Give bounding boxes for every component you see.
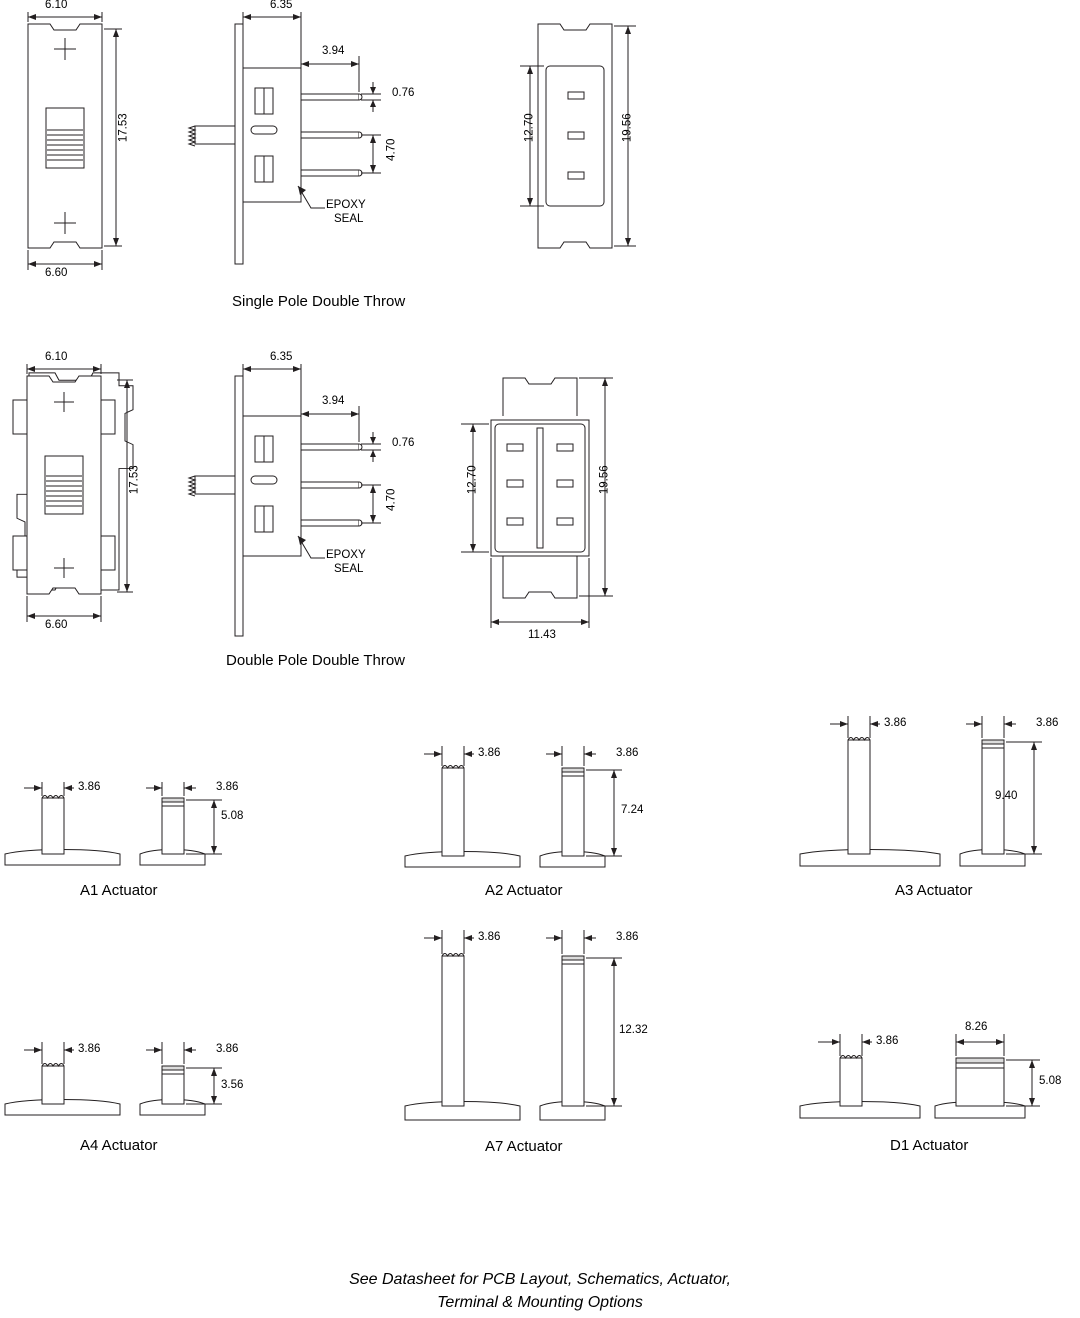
label-epoxy-seal-dpdt-line2: SEAL <box>334 563 364 575</box>
caption-dpdt: Double Pole Double Throw <box>226 652 405 669</box>
actuator-a3 <box>790 696 1059 911</box>
actuator-d1-drawing <box>790 1000 1050 1140</box>
footer-note <box>0 1268 1080 1314</box>
dim-spdt-pin-pitch: 4.70 <box>385 138 398 161</box>
dpdt-group <box>0 352 700 682</box>
dim-dpdt-front-width-top: 6.10 <box>45 351 68 363</box>
label-epoxy-seal-spdt-line1: EPOXY <box>326 199 366 211</box>
dim-dpdt-pin-length: 3.94 <box>322 395 345 407</box>
dim-a1-dia-right: 3.86 <box>216 781 239 793</box>
actuator-a4-drawing <box>0 1000 250 1140</box>
dim-dpdt-bottom-outer-height: 19.56 <box>598 465 611 495</box>
dim-dpdt-pin-thickness: 0.76 <box>392 437 415 449</box>
dim-a7-height: 12.32 <box>619 1024 648 1036</box>
dim-spdt-bottom-inner-height: 12.70 <box>523 113 536 143</box>
dim-dpdt-bottom-inner-height: 12.70 <box>466 465 479 495</box>
dim-a3-height: 9.40 <box>995 790 1018 802</box>
dim-a1-dia-left: 3.86 <box>78 781 101 793</box>
dim-a2-dia-left: 3.86 <box>478 747 501 759</box>
dim-d1-dia-right: 8.26 <box>965 1021 988 1033</box>
dim-d1-dia-left: 3.86 <box>876 1035 899 1047</box>
dim-spdt-front-width-top: 6.10 <box>45 0 68 11</box>
dim-dpdt-side-width: 6.35 <box>270 351 293 363</box>
dpdt-bottom-view <box>455 360 675 650</box>
spdt-group <box>0 0 700 320</box>
dim-a3-dia-right: 3.86 <box>1036 717 1059 729</box>
actuator-a2 <box>400 712 650 912</box>
caption-a2: A2 Actuator <box>485 882 563 899</box>
actuator-a7-drawing <box>400 908 650 1138</box>
actuator-a1 <box>0 730 250 910</box>
dim-spdt-pin-thickness: 0.76 <box>392 87 415 99</box>
actuator-a4 <box>0 1000 250 1175</box>
dim-a2-dia-right: 3.86 <box>616 747 639 759</box>
actuator-d1 <box>790 1000 1062 1175</box>
actuator-a1-drawing <box>0 730 250 880</box>
dim-dpdt-front-width-bottom: 6.60 <box>45 619 68 631</box>
dim-spdt-pin-length: 3.94 <box>322 45 345 57</box>
dim-dpdt-bottom-width: 11.43 <box>528 629 556 641</box>
footer-note-line2: Terminal & Mounting Options <box>437 1294 643 1312</box>
dim-a4-dia-right: 3.86 <box>216 1043 239 1055</box>
dpdt-front-view <box>5 360 145 640</box>
dim-a4-dia-left: 3.86 <box>78 1043 101 1055</box>
caption-a4: A4 Actuator <box>80 1137 158 1154</box>
actuator-a3-drawing <box>790 696 1050 881</box>
dim-dpdt-pin-pitch: 4.70 <box>385 488 398 511</box>
dim-d1-height: 5.08 <box>1039 1075 1062 1087</box>
footer-note-line1: See Datasheet for PCB Layout, Schematics, Actuator, <box>349 1271 731 1288</box>
dim-dpdt-front-height: 17.53 <box>128 465 141 495</box>
caption-a7: A7 Actuator <box>485 1138 563 1155</box>
actuator-a2-drawing <box>400 712 650 882</box>
dim-spdt-front-height: 17.53 <box>117 113 130 143</box>
label-epoxy-seal-dpdt-line1: EPOXY <box>326 549 366 561</box>
actuator-a7 <box>400 908 650 1173</box>
dim-spdt-side-width: 6.35 <box>270 0 293 11</box>
label-epoxy-seal-spdt-line2: SEAL <box>334 213 364 225</box>
spdt-bottom-view <box>500 8 690 288</box>
caption-spdt: Single Pole Double Throw <box>232 293 406 310</box>
caption-a1: A1 Actuator <box>80 882 158 899</box>
dim-a2-height: 7.24 <box>621 804 644 816</box>
dim-a1-height: 5.08 <box>221 810 244 822</box>
dim-a4-height: 3.56 <box>221 1079 244 1091</box>
dim-a7-dia-right: 3.86 <box>616 931 639 943</box>
caption-d1: D1 Actuator <box>890 1137 969 1154</box>
spdt-front-view <box>10 8 140 288</box>
dim-spdt-bottom-outer-height: 19.56 <box>621 113 634 143</box>
dim-a3-dia-left: 3.86 <box>884 717 907 729</box>
dim-spdt-front-width-bottom: 6.60 <box>45 267 68 279</box>
dim-a7-dia-left: 3.86 <box>478 931 501 943</box>
caption-a3: A3 Actuator <box>895 882 973 899</box>
